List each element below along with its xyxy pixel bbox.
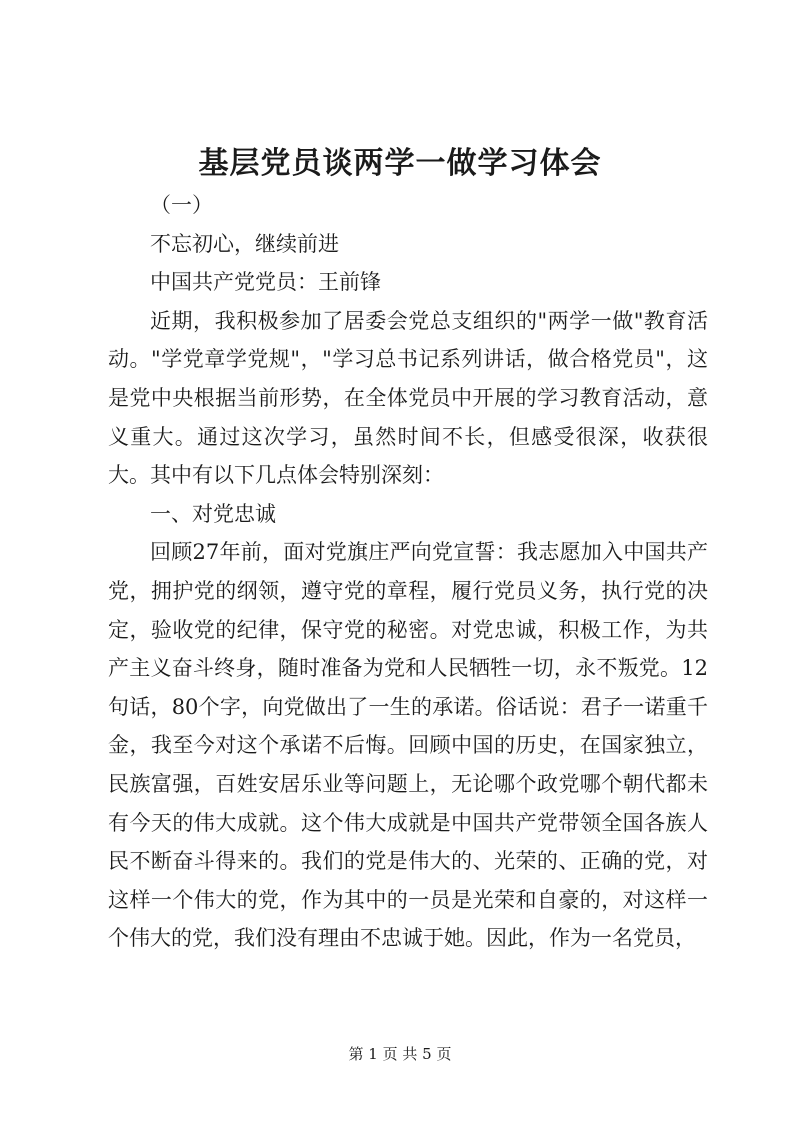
intro-paragraph: 近期，我积极参加了居委会党总支组织的"两学一做"教育活动。"学党章学党规"，"学习总书记系列讲话，做合格党员"，这是党中央根据当前形势，在全体党员中开展的学习教育活动，意义重大。通过这次学习，虽然时间不长，但感受很深，收获很大。其中有以下几点体会特别深刻： [108,308,708,488]
author-line: 中国共产党党员：王前锋 [150,270,381,295]
subtitle: 不忘初心，继续前进 [150,231,339,256]
document-body [108,186,708,958]
page-footer [0,1043,800,1064]
section-number: （一） [150,193,213,217]
loyalty-paragraph: 回顾27年前，面对党旗庄严向党宣誓：我志愿加入中国共产党，拥护党的纲领，遵守党的章程，履行党员义务，执行党的决定，验收党的纪律，保守党的秘密。对党忠诚，积极工作，为共产主义奋斗终身，随时准备为党和人民牺牲一切，永不叛党。12句话，80个字，向党做出了一生的承诺。俗话说：君子一诺重千金，我至今对这个承诺不后悔。回顾中国的历史，在国家独立，民族富强，百姓安居乐业等问题上，无论哪个政党哪个朝代都未有今天的伟大成就。这个伟大成就是中国共产党带领全国各族人民不断奋斗得来的。我们的党是伟大的、光荣的、正确的党，对这样一个伟大的党，作为其中的一员是光荣和自豪的，对这样一个伟大的党，我们没有理由不忠诚于她。因此，作为一名党员， [108,540,708,951]
section-heading-loyalty: 一、对党忠诚 [150,501,276,526]
document-title: 基层党员谈两学一做学习体会 [198,146,602,181]
page-number: 第 1 页 共 5 页 [348,1045,452,1063]
